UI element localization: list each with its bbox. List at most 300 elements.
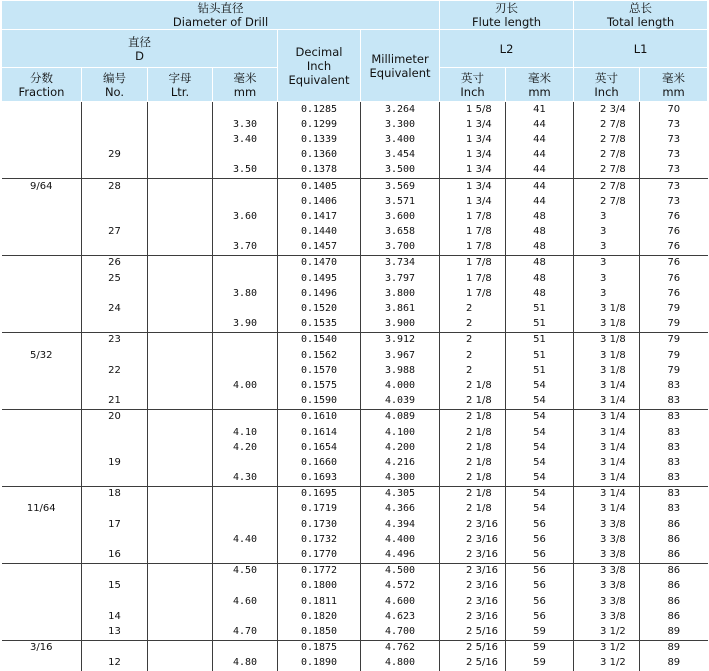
cell-l2-mm: 51 — [506, 348, 574, 363]
cell-l1-inch: 3 3/8 — [574, 609, 640, 624]
cell-l2-inch: 1 3/4 — [440, 148, 506, 163]
table-row — [2, 640, 708, 656]
cell-letter — [148, 271, 213, 286]
cell-mm: 4.40 — [213, 532, 278, 547]
cell-l2-inch: 1 7/8 — [440, 286, 506, 301]
cell-l2-inch: 2 1/8 — [440, 471, 506, 487]
cell-number — [82, 471, 148, 487]
cell-l1-mm: 83 — [640, 378, 708, 393]
cell-number: 19 — [82, 455, 148, 470]
cell-l2-mm: 56 — [506, 609, 574, 624]
cell-decimal-inch: 0.1339 — [278, 132, 361, 147]
cell-decimal-inch: 0.1440 — [278, 225, 361, 240]
cell-l1-inch: 3 1/4 — [574, 378, 640, 393]
cell-l2-inch: 2 — [440, 348, 506, 363]
cell-fraction — [2, 455, 82, 470]
cell-letter — [148, 532, 213, 547]
cell-mm — [213, 348, 278, 363]
cell-l2-mm: 41 — [506, 102, 574, 118]
header-decimal-inch: Decimal Inch Equivalent — [278, 30, 361, 102]
cell-fraction — [2, 440, 82, 455]
table-row — [2, 517, 708, 532]
cell-l2-mm: 48 — [506, 225, 574, 240]
header-total-length: 总长 Total length — [574, 1, 708, 30]
cell-mm-equivalent: 4.496 — [361, 547, 440, 563]
cell-l2-mm: 51 — [506, 332, 574, 348]
cell-letter — [148, 471, 213, 487]
cell-letter — [148, 286, 213, 301]
table-row — [2, 178, 708, 194]
cell-mm-equivalent: 3.500 — [361, 163, 440, 179]
cell-fraction — [2, 579, 82, 594]
cell-l2-inch: 2 5/16 — [440, 656, 506, 671]
table-row — [2, 225, 708, 240]
table-row — [2, 348, 708, 363]
cell-l1-inch: 3 1/4 — [574, 486, 640, 502]
cell-number — [82, 209, 148, 224]
cell-letter — [148, 502, 213, 517]
cell-fraction — [2, 378, 82, 393]
cell-mm: 4.30 — [213, 471, 278, 487]
cell-letter — [148, 348, 213, 363]
cell-mm-equivalent: 4.039 — [361, 394, 440, 410]
cell-decimal-inch: 0.1417 — [278, 209, 361, 224]
cell-number — [82, 194, 148, 209]
cell-l1-mm: 76 — [640, 255, 708, 271]
table-header — [2, 1, 708, 102]
cell-l2-mm: 56 — [506, 594, 574, 609]
cell-decimal-inch: 0.1590 — [278, 394, 361, 410]
cell-mm-equivalent: 3.300 — [361, 117, 440, 132]
cell-number — [82, 286, 148, 301]
cell-l2-mm: 54 — [506, 440, 574, 455]
cell-fraction — [2, 194, 82, 209]
cell-l1-inch: 3 3/8 — [574, 532, 640, 547]
cell-fraction — [2, 425, 82, 440]
cell-letter — [148, 240, 213, 256]
cell-l1-mm: 76 — [640, 286, 708, 301]
cell-decimal-inch: 0.1406 — [278, 194, 361, 209]
cell-l1-mm: 76 — [640, 225, 708, 240]
cell-decimal-inch: 0.1520 — [278, 301, 361, 316]
cell-fraction — [2, 332, 82, 348]
cell-letter — [148, 547, 213, 563]
cell-l2-mm: 56 — [506, 547, 574, 563]
cell-decimal-inch: 0.1570 — [278, 363, 361, 378]
cell-l1-inch: 2 7/8 — [574, 194, 640, 209]
table-row — [2, 563, 708, 579]
cell-l1-inch: 3 1/8 — [574, 363, 640, 378]
table-body — [2, 102, 708, 671]
cell-fraction — [2, 624, 82, 640]
cell-mm: 4.20 — [213, 440, 278, 455]
cell-l1-inch: 2 3/4 — [574, 102, 640, 118]
cell-l2-inch: 2 3/16 — [440, 609, 506, 624]
cell-mm: 3.90 — [213, 317, 278, 333]
cell-decimal-inch: 0.1800 — [278, 579, 361, 594]
cell-l1-mm: 89 — [640, 656, 708, 671]
cell-l1-mm: 86 — [640, 579, 708, 594]
cell-letter — [148, 455, 213, 470]
header-letter: 字母 Ltr. — [148, 68, 213, 102]
cell-mm — [213, 225, 278, 240]
cell-l1-mm: 73 — [640, 163, 708, 179]
cell-mm — [213, 547, 278, 563]
cell-mm-equivalent: 4.000 — [361, 378, 440, 393]
table-row — [2, 255, 708, 271]
cell-l1-mm: 79 — [640, 301, 708, 316]
cell-letter — [148, 132, 213, 147]
cell-letter — [148, 656, 213, 671]
cell-mm-equivalent: 3.658 — [361, 225, 440, 240]
cell-fraction — [2, 301, 82, 316]
cell-mm-equivalent: 3.912 — [361, 332, 440, 348]
header-l2-mm: 毫米 mm — [506, 68, 574, 102]
table-row — [2, 240, 708, 256]
table-row — [2, 163, 708, 179]
table-row — [2, 286, 708, 301]
cell-l2-mm: 54 — [506, 502, 574, 517]
cell-number: 29 — [82, 148, 148, 163]
cell-mm — [213, 255, 278, 271]
cell-l2-mm: 48 — [506, 255, 574, 271]
table-row — [2, 271, 708, 286]
cell-letter — [148, 102, 213, 118]
table-row — [2, 394, 708, 410]
cell-number — [82, 102, 148, 118]
cell-l2-mm: 56 — [506, 579, 574, 594]
table-row — [2, 425, 708, 440]
cell-l1-mm: 86 — [640, 547, 708, 563]
cell-l2-inch: 2 3/16 — [440, 517, 506, 532]
cell-decimal-inch: 0.1890 — [278, 656, 361, 671]
cell-l1-mm: 73 — [640, 117, 708, 132]
cell-mm: 3.50 — [213, 163, 278, 179]
cell-number — [82, 563, 148, 579]
cell-decimal-inch: 0.1693 — [278, 471, 361, 487]
header-mm: 毫米 mm — [213, 68, 278, 102]
cell-decimal-inch: 0.1457 — [278, 240, 361, 256]
cell-l1-inch: 3 1/2 — [574, 624, 640, 640]
cell-fraction — [2, 132, 82, 147]
cell-decimal-inch: 0.1730 — [278, 517, 361, 532]
cell-mm — [213, 102, 278, 118]
cell-number: 13 — [82, 624, 148, 640]
cell-mm-equivalent: 3.700 — [361, 240, 440, 256]
cell-l2-inch: 2 3/16 — [440, 563, 506, 579]
cell-mm — [213, 148, 278, 163]
cell-l2-inch: 2 — [440, 363, 506, 378]
cell-l2-inch: 1 7/8 — [440, 271, 506, 286]
cell-mm — [213, 332, 278, 348]
cell-mm — [213, 271, 278, 286]
cell-l1-inch: 3 3/8 — [574, 547, 640, 563]
cell-l1-inch: 3 3/8 — [574, 563, 640, 579]
cell-mm-equivalent: 4.100 — [361, 425, 440, 440]
cell-l2-inch: 1 3/4 — [440, 178, 506, 194]
cell-mm: 3.80 — [213, 286, 278, 301]
cell-l2-mm: 56 — [506, 517, 574, 532]
cell-l1-inch: 3 — [574, 209, 640, 224]
cell-l1-inch: 3 1/4 — [574, 455, 640, 470]
cell-l2-mm: 56 — [506, 563, 574, 579]
cell-decimal-inch: 0.1405 — [278, 178, 361, 194]
cell-mm — [213, 301, 278, 316]
cell-l2-inch: 1 3/4 — [440, 163, 506, 179]
cell-mm-equivalent: 4.366 — [361, 502, 440, 517]
cell-fraction — [2, 517, 82, 532]
cell-mm: 4.60 — [213, 594, 278, 609]
cell-letter — [148, 594, 213, 609]
cell-l1-inch: 3 1/4 — [574, 471, 640, 487]
cell-l1-mm: 73 — [640, 194, 708, 209]
cell-letter — [148, 425, 213, 440]
cell-l1-mm: 73 — [640, 148, 708, 163]
cell-l1-mm: 83 — [640, 440, 708, 455]
cell-l2-inch: 1 5/8 — [440, 102, 506, 118]
table-row — [2, 301, 708, 316]
cell-mm: 4.80 — [213, 656, 278, 671]
cell-l2-inch: 2 5/16 — [440, 624, 506, 640]
cell-mm — [213, 579, 278, 594]
cell-l1-mm: 83 — [640, 486, 708, 502]
header-number: 编号 No. — [82, 68, 148, 102]
cell-letter — [148, 563, 213, 579]
cell-number: 14 — [82, 609, 148, 624]
cell-l2-mm: 59 — [506, 624, 574, 640]
cell-decimal-inch: 0.1562 — [278, 348, 361, 363]
cell-number — [82, 594, 148, 609]
cell-fraction: 9/64 — [2, 178, 82, 194]
header-l1-mm: 毫米 mm — [640, 68, 708, 102]
cell-letter — [148, 194, 213, 209]
cell-letter — [148, 163, 213, 179]
cell-mm — [213, 640, 278, 656]
cell-l1-mm: 70 — [640, 102, 708, 118]
cell-l1-mm: 89 — [640, 640, 708, 656]
cell-letter — [148, 624, 213, 640]
cell-l1-inch: 3 1/2 — [574, 656, 640, 671]
cell-l2-inch: 2 3/16 — [440, 547, 506, 563]
cell-decimal-inch: 0.1495 — [278, 271, 361, 286]
cell-mm-equivalent: 4.600 — [361, 594, 440, 609]
cell-l1-inch: 3 1/8 — [574, 332, 640, 348]
cell-mm-equivalent: 3.988 — [361, 363, 440, 378]
cell-decimal-inch: 0.1378 — [278, 163, 361, 179]
cell-decimal-inch: 0.1535 — [278, 317, 361, 333]
cell-l2-mm: 44 — [506, 163, 574, 179]
cell-number: 23 — [82, 332, 148, 348]
cell-number: 22 — [82, 363, 148, 378]
cell-l2-mm: 54 — [506, 486, 574, 502]
cell-fraction — [2, 240, 82, 256]
table-row — [2, 594, 708, 609]
cell-l1-mm: 79 — [640, 332, 708, 348]
cell-l2-mm: 54 — [506, 409, 574, 425]
cell-mm: 4.00 — [213, 378, 278, 393]
table-row — [2, 624, 708, 640]
cell-fraction — [2, 317, 82, 333]
cell-mm-equivalent: 4.200 — [361, 440, 440, 455]
table-row — [2, 148, 708, 163]
cell-l2-mm: 48 — [506, 271, 574, 286]
cell-l1-inch: 3 1/4 — [574, 409, 640, 425]
cell-l2-mm: 54 — [506, 394, 574, 410]
cell-mm-equivalent: 3.400 — [361, 132, 440, 147]
cell-letter — [148, 486, 213, 502]
table-row — [2, 579, 708, 594]
cell-l1-mm: 83 — [640, 394, 708, 410]
cell-decimal-inch: 0.1770 — [278, 547, 361, 563]
cell-fraction — [2, 532, 82, 547]
cell-l1-mm: 86 — [640, 532, 708, 547]
cell-fraction — [2, 102, 82, 118]
drill-size-table — [1, 0, 708, 671]
table-row — [2, 102, 708, 118]
cell-decimal-inch: 0.1820 — [278, 609, 361, 624]
cell-number: 17 — [82, 517, 148, 532]
cell-l1-mm: 83 — [640, 455, 708, 470]
cell-l1-inch: 2 7/8 — [574, 148, 640, 163]
cell-l1-mm: 86 — [640, 609, 708, 624]
table-row — [2, 471, 708, 487]
header-millimeter-equivalent: Millimeter Equivalent — [361, 30, 440, 102]
cell-l1-mm: 76 — [640, 209, 708, 224]
header-l2: L2 — [440, 30, 574, 68]
cell-l1-inch: 2 7/8 — [574, 163, 640, 179]
cell-letter — [148, 332, 213, 348]
cell-letter — [148, 209, 213, 224]
cell-l1-mm: 79 — [640, 348, 708, 363]
cell-decimal-inch: 0.1660 — [278, 455, 361, 470]
cell-number — [82, 532, 148, 547]
cell-number: 12 — [82, 656, 148, 671]
cell-l1-inch: 3 — [574, 225, 640, 240]
cell-l1-inch: 3 — [574, 255, 640, 271]
cell-letter — [148, 394, 213, 410]
cell-l1-inch: 3 — [574, 271, 640, 286]
cell-decimal-inch: 0.1875 — [278, 640, 361, 656]
cell-mm-equivalent: 3.454 — [361, 148, 440, 163]
cell-l2-mm: 48 — [506, 240, 574, 256]
cell-number: 20 — [82, 409, 148, 425]
cell-l2-mm: 59 — [506, 656, 574, 671]
cell-fraction — [2, 117, 82, 132]
table-row — [2, 194, 708, 209]
table-row — [2, 486, 708, 502]
cell-l2-mm: 44 — [506, 178, 574, 194]
table-row — [2, 363, 708, 378]
cell-decimal-inch: 0.1772 — [278, 563, 361, 579]
cell-letter — [148, 640, 213, 656]
cell-number: 24 — [82, 301, 148, 316]
cell-l2-inch: 2 1/8 — [440, 502, 506, 517]
cell-fraction: 3/16 — [2, 640, 82, 656]
cell-l2-mm: 44 — [506, 194, 574, 209]
table-row — [2, 332, 708, 348]
cell-decimal-inch: 0.1654 — [278, 440, 361, 455]
cell-fraction — [2, 363, 82, 378]
cell-number — [82, 132, 148, 147]
cell-fraction — [2, 163, 82, 179]
table-row — [2, 502, 708, 517]
cell-fraction — [2, 394, 82, 410]
cell-decimal-inch: 0.1360 — [278, 148, 361, 163]
table-row — [2, 656, 708, 671]
cell-decimal-inch: 0.1732 — [278, 532, 361, 547]
cell-l2-mm: 51 — [506, 301, 574, 316]
cell-mm — [213, 455, 278, 470]
header-fraction: 分数 Fraction — [2, 68, 82, 102]
cell-fraction: 11/64 — [26, 503, 56, 515]
table-row — [2, 547, 708, 563]
cell-l1-inch: 3 3/8 — [574, 517, 640, 532]
cell-l2-inch: 2 1/8 — [440, 378, 506, 393]
cell-mm — [213, 178, 278, 194]
cell-l1-mm: 79 — [640, 317, 708, 333]
table-row — [2, 532, 708, 547]
cell-l1-inch: 2 7/8 — [574, 132, 640, 147]
cell-number — [82, 317, 148, 333]
cell-mm-equivalent: 3.900 — [361, 317, 440, 333]
cell-decimal-inch: 0.1811 — [278, 594, 361, 609]
cell-mm-equivalent: 4.623 — [361, 609, 440, 624]
cell-number: 26 — [82, 255, 148, 271]
cell-mm-equivalent: 4.089 — [361, 409, 440, 425]
cell-letter — [148, 363, 213, 378]
cell-letter — [148, 117, 213, 132]
cell-number — [82, 117, 148, 132]
cell-mm: 3.60 — [213, 209, 278, 224]
cell-decimal-inch: 0.1540 — [278, 332, 361, 348]
cell-letter — [148, 440, 213, 455]
cell-decimal-inch: 0.1614 — [278, 425, 361, 440]
cell-l1-inch: 3 1/4 — [574, 502, 640, 517]
header-l1-inch: 英寸 Inch — [574, 68, 640, 102]
cell-l2-mm: 44 — [506, 117, 574, 132]
cell-mm-equivalent: 4.762 — [361, 640, 440, 656]
cell-number — [82, 348, 148, 363]
cell-number: 25 — [82, 271, 148, 286]
cell-fraction: 5/32 — [30, 349, 53, 361]
cell-mm-equivalent: 4.216 — [361, 455, 440, 470]
cell-l1-mm: 83 — [640, 502, 708, 517]
cell-mm — [213, 394, 278, 410]
cell-mm — [213, 486, 278, 502]
header-diameter-d: 直径 D — [2, 30, 278, 68]
cell-l1-inch: 3 1/8 — [574, 348, 640, 363]
cell-l1-inch: 2 7/8 — [574, 117, 640, 132]
cell-mm: 3.70 — [213, 240, 278, 256]
cell-number: 21 — [82, 394, 148, 410]
header-flute-length: 刃长 Flute length — [440, 1, 574, 30]
cell-mm-equivalent: 4.394 — [361, 517, 440, 532]
cell-fraction — [2, 255, 82, 271]
cell-l1-mm: 73 — [640, 178, 708, 194]
cell-number — [82, 240, 148, 256]
cell-l1-inch: 3 3/8 — [574, 594, 640, 609]
cell-number — [82, 502, 148, 517]
cell-l1-inch: 3 1/4 — [574, 440, 640, 455]
cell-mm-equivalent: 3.734 — [361, 255, 440, 271]
cell-l2-inch: 1 7/8 — [440, 209, 506, 224]
table-row — [2, 409, 708, 425]
cell-mm-equivalent: 3.569 — [361, 178, 440, 194]
cell-letter — [148, 609, 213, 624]
cell-decimal-inch: 0.1285 — [278, 102, 361, 118]
cell-decimal-inch: 0.1610 — [278, 409, 361, 425]
cell-letter — [148, 225, 213, 240]
